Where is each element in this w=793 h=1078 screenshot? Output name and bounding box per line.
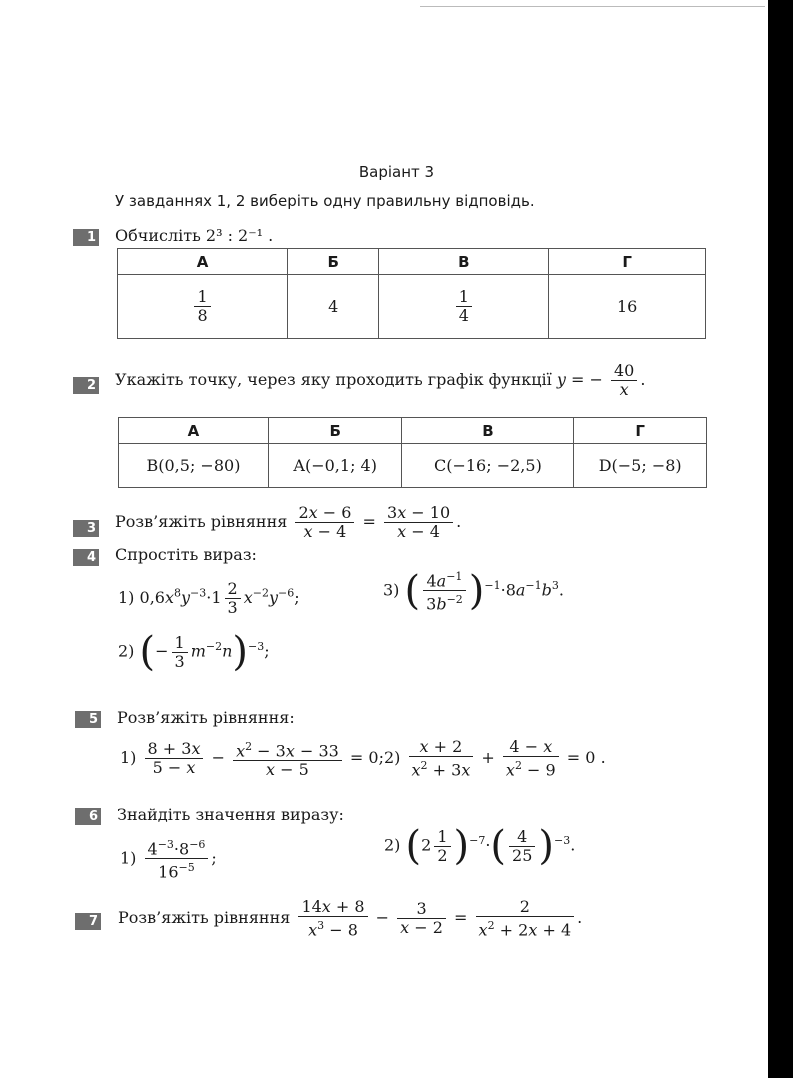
task-2-text: Укажіть точку, через яку проходить графік функції: [115, 370, 552, 389]
task-5-item-2: 2) $\frac{x + 2}{x^2 + 3x}$ + $\frac{4 - x}{x^2 - 9}$ = 0 .: [384, 737, 606, 780]
task-5-item-1: 1) $\frac{8 + 3x}{5 - x}$ − $\frac{x^2 - 3x - 33}{x - 5}$ = 0;: [120, 739, 384, 780]
t2-cell-g: D(−5; −8): [574, 444, 707, 488]
task-5-text: Розв’яжіть рівняння:: [117, 708, 295, 727]
task-3-text: Розв’яжіть рівняння: [115, 512, 288, 531]
task-1: [115, 226, 273, 245]
t2-header-a: А: [119, 418, 269, 444]
task-number-2: 2: [73, 377, 99, 394]
t1-cell-b: 4: [288, 275, 379, 339]
scan-top-line: [420, 6, 765, 7]
t1-header-v: В: [379, 249, 549, 275]
task-7-text: Розв’яжіть рівняння: [118, 908, 291, 928]
task-number-1: 1: [73, 229, 99, 246]
t2-header-g: Г: [574, 418, 707, 444]
t2-header-b: Б: [268, 418, 402, 444]
t2-header-v: В: [402, 418, 574, 444]
t1-header-b: Б: [288, 249, 379, 275]
task-4-item-3: 3) ( $\frac{4a^{-1}}{3b^{-2}}$ )$^{-1}\cdot 8a^{-1}b^3$.: [383, 567, 564, 614]
answer-table-1: [117, 248, 706, 339]
answer-table-2: [118, 417, 707, 488]
t1-cell-g: 16: [549, 275, 706, 339]
task-1-text: Обчисліть: [115, 226, 201, 245]
task-number-4: 4: [73, 549, 99, 566]
task-6-text: Знайдіть значення виразу:: [117, 805, 344, 824]
task-4-item-2: 2) (− $\frac{1}{3}$ $m^{-2}n)^{-3}$;: [118, 629, 270, 675]
task-4-item-1: 1) $0,6x^8y^{-3}\cdot 1$ $\frac{2}{3}$ $x^{-2}y^{-6}$;: [118, 579, 300, 617]
variant-title: Варіант 3: [358, 163, 435, 181]
t1-header-g: Г: [549, 249, 706, 275]
task-number-5: 5: [75, 711, 101, 728]
task-number-6: 6: [75, 808, 101, 825]
scan-edge: [768, 0, 793, 1078]
task-1-expr: 2³ : 2⁻¹ .: [205, 226, 274, 245]
task-6-item-2: 2) (2 $\frac{1}{2}$ )$^{-7}$·( $\frac{4}{25}$ )$^{-3}$.: [384, 823, 576, 869]
task-7: Розв’яжіть рівняння $\frac{14x + 8}{x^3 - 8}$ − $\frac{3}{x - 2}$ = $\frac{2}{x^2 + 2x + 4}$ .: [118, 897, 583, 940]
t1-cell-v: $\frac{1}{4}$: [379, 275, 549, 339]
task-3: Розв’яжіть рівняння $\frac{2x - 6}{x - 4}$ = $\frac{3x - 10}{x - 4}$ .: [115, 503, 462, 541]
task-number-7: 7: [75, 913, 101, 930]
t2-cell-v: C(−16; −2,5): [402, 444, 574, 488]
task-6-item-1: 1) $\frac{4^{-3}\cdot 8^{-6}}{16^{-5}}$ ;: [120, 838, 217, 882]
task-number-3: 3: [73, 520, 99, 537]
task-4-text: Спростіть вираз:: [115, 545, 257, 564]
t2-cell-a: B(0,5; −80): [119, 444, 269, 488]
task-2: Укажіть точку, через яку проходить графік функції y = − $\frac{40}{x}$ .: [115, 361, 646, 399]
t1-cell-a: $\frac{1}{8}$: [118, 275, 288, 339]
t2-cell-b: A(−0,1; 4): [268, 444, 402, 488]
t1-header-a: А: [118, 249, 288, 275]
instruction: У завданнях 1, 2 виберіть одну правильну відповідь.: [115, 192, 535, 210]
